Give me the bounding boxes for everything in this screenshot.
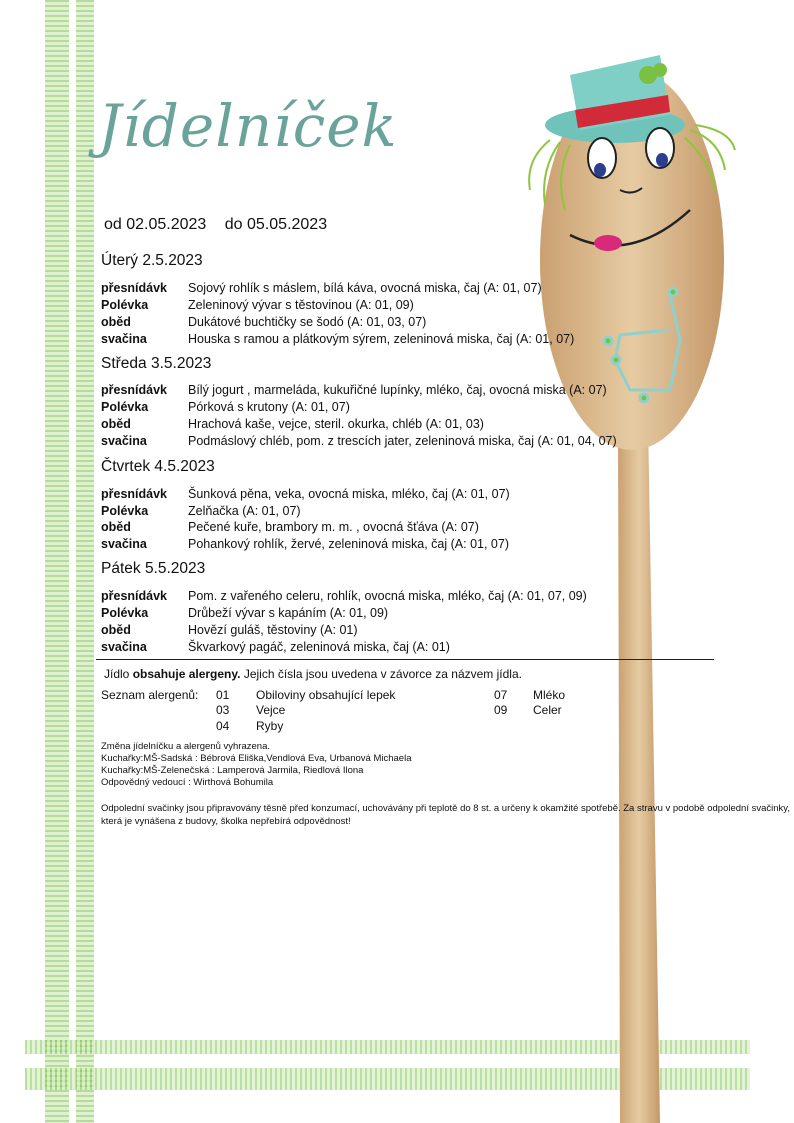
meal-row — [101, 280, 542, 297]
meal-value: Pohankový rohlík, žervé, zeleninová miska, čaj (A: 01, 07) — [188, 537, 509, 551]
responsible-manager: Odpovědný vedoucí : Wirthová Bohumila — [101, 777, 274, 788]
allergen-note — [104, 667, 522, 681]
allergen-code: 04 — [216, 719, 230, 733]
note-prefix: Jídlo — [104, 667, 133, 681]
left-stripe-inner — [76, 0, 94, 1123]
allergen-code: 07 — [494, 688, 508, 702]
meal-label: svačina — [101, 537, 147, 551]
cooks-sadska: Kuchařky:MŠ-Sadská : Bébrová Eliška,Vendlová Eva, Urbanová Michaela — [101, 753, 412, 764]
divider — [96, 659, 714, 660]
meal-label: Polévka — [101, 606, 149, 620]
change-notice: Změna jídelníčku a alergenů vyhrazena. — [101, 741, 270, 752]
meal-label: oběd — [101, 623, 131, 637]
meal-row — [101, 639, 450, 656]
allergen-code: 01 — [216, 688, 230, 702]
meal-row — [101, 605, 388, 622]
meal-value: Dukátové buchtičky se šodó (A: 01, 03, 07) — [188, 315, 427, 329]
date-to: do 05.05.2023 — [224, 216, 328, 233]
meal-row — [101, 382, 607, 399]
day-title: Středa 3.5.2023 — [101, 355, 212, 372]
left-stripe-outer — [45, 0, 69, 1123]
allergen-code: 09 — [494, 703, 508, 717]
meal-row — [101, 433, 617, 450]
footer-notice: Odpolední svačinky jsou připravovány těsně před konzumací, uchovávány při teplotě do 8 st. a určeny k okamžité spotřebě. Za stravu v podobě odpolední svačinky, která je vynášena z budovy, školka nepřebírá odpovědnost! — [101, 803, 790, 827]
meal-row — [101, 536, 509, 553]
page-title: Jídelníček — [98, 92, 398, 160]
meal-row — [101, 314, 426, 331]
meal-label: svačina — [101, 640, 147, 654]
meal-value: Pom. z vařeného celeru, rohlík, ovocná miska, mléko, čaj (A: 01, 07, 09) — [188, 589, 587, 603]
allergen-name: Celer — [533, 703, 562, 717]
meal-value: Bílý jogurt , marmeláda, kukuřičné lupínky, mléko, čaj, ovocná miska (A: 07) — [188, 383, 607, 397]
note-bold: obsahuje alergeny. — [132, 667, 241, 681]
meal-label: svačina — [101, 434, 147, 448]
meal-label: přesnídávk — [101, 383, 168, 397]
meal-value: Škvarkový pagáč, zeleninová miska, čaj (A: 01) — [188, 640, 450, 654]
allergen-name: Ryby — [256, 719, 284, 733]
meal-label: Polévka — [101, 504, 149, 518]
meal-value: Šunková pěna, veka, ovocná miska, mléko, čaj (A: 01, 07) — [188, 487, 510, 501]
meal-row — [101, 486, 510, 503]
allergen-list-label: Seznam alergenů: — [101, 688, 199, 702]
meal-row — [101, 399, 350, 416]
meal-row — [101, 416, 484, 433]
meal-value: Drůbeží vývar s kapáním (A: 01, 09) — [188, 606, 389, 620]
day-title: Úterý 2.5.2023 — [101, 252, 203, 269]
meal-label: přesnídávk — [101, 281, 168, 295]
meal-label: přesnídávk — [101, 589, 168, 603]
meal-label: svačina — [101, 332, 147, 346]
cooks-zelenecska: Kuchařky:MŠ-Zelenečská : Lamperová Jarmila, Riedlová Ilona — [101, 765, 364, 776]
meal-label: oběd — [101, 417, 131, 431]
meal-row — [101, 588, 587, 605]
meal-value: Hovězí guláš, těstoviny (A: 01) — [188, 623, 358, 637]
allergen-name: Mléko — [533, 688, 566, 702]
meal-value: Zelňačka (A: 01, 07) — [188, 504, 301, 518]
meal-label: přesnídávk — [101, 487, 168, 501]
meal-value: Sojový rohlík s máslem, bílá káva, ovocná miska, čaj (A: 01, 07) — [188, 281, 542, 295]
meal-value: Houska s ramou a plátkovým sýrem, zeleninová miska, čaj (A: 01, 07) — [188, 332, 575, 346]
note-suffix: Jejich čísla jsou uvedena v závorce za názvem jídla. — [240, 667, 522, 681]
meal-label: Polévka — [101, 298, 149, 312]
day-title: Čtvrtek 4.5.2023 — [101, 458, 215, 475]
allergen-name: Vejce — [256, 703, 286, 717]
meal-value: Zeleninový vývar s těstovinou (A: 01, 09) — [188, 298, 414, 312]
meal-label: oběd — [101, 315, 131, 329]
meal-row — [101, 503, 301, 520]
meal-row — [101, 519, 479, 536]
allergen-name: Obiloviny obsahující lepek — [256, 688, 396, 702]
meal-row — [101, 622, 358, 639]
meal-value: Pórková s krutony (A: 01, 07) — [188, 400, 350, 414]
spoon-handle — [618, 420, 660, 1123]
date-range — [104, 216, 341, 234]
date-from: od 02.05.2023 — [104, 216, 207, 233]
meal-row — [101, 297, 414, 314]
meal-row — [101, 331, 574, 348]
meal-label: Polévka — [101, 400, 149, 414]
meal-value: Pečené kuře, brambory m. m. , ovocná šťáva (A: 07) — [188, 520, 479, 534]
spoon-character-illustration — [520, 30, 740, 1123]
meal-value: Hrachová kaše, vejce, steril. okurka, chléb (A: 01, 03) — [188, 417, 484, 431]
day-title: Pátek 5.5.2023 — [101, 560, 206, 577]
meal-label: oběd — [101, 520, 131, 534]
meal-value: Podmáslový chléb, pom. z trescích jater, zeleninová miska, čaj (A: 01, 04, 07) — [188, 434, 617, 448]
allergen-code: 03 — [216, 703, 230, 717]
